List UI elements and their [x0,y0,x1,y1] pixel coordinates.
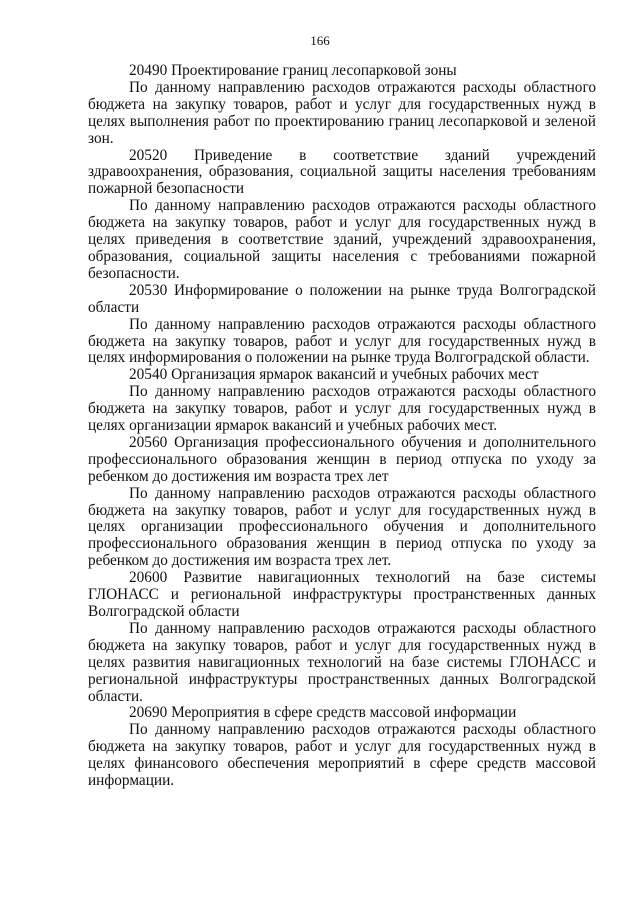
section-heading-20690: 20690 Мероприятия в сфере средств массовой информации [129,704,517,722]
section-heading-20530: 20530 Информирование о положении на рынке труда Волгоградской области [88,281,596,316]
section-heading-20560: 20560 Организация профессионального обучения и дополнительного профессионального образования женщин в период отпуска по уходу за ребенком до достижения им возраста трех лет [88,433,596,485]
section-text-20690: По данному направлению расходов отражаются расходы областного бюджета на закупку товаров, работ и услуг для государственных нужд в целях финансового обеспечения мероприятий в сфере средств массовой информации. [88,721,596,790]
section-heading-20490: 20490 Проектирование границ лесопарковой зоны [129,62,457,79]
section-text-20560: По данному направлению расходов отражаются расходы областного бюджета на закупку товаров, работ и услуг для государственных нужд в целях организации профессионального обучения и дополнительного профессионального образования женщин в период отпуска по уходу за ребенком до достижения им возраста трех лет. [88,484,596,570]
section-text-20600: По данному направлению расходов отражаются расходы областного бюджета на закупку товаров, работ и услуг для государственных нужд в целях развития навигационных технологий на базе системы ГЛОНАСС и региональной инфраструктуры пространственных данных Волгоградской области. [88,619,596,705]
section-text-20540: По данному направлению расходов отражаются расходы областного бюджета на закупку товаров, работ и услуг для государственных нужд в целях организации ярмарок вакансий и учебных рабочих мест. [88,383,596,435]
section-heading-20600: 20600 Развитие навигационных технологий на базе системы ГЛОНАСС и региональной инфраструктуры пространственных данных Волгоградской области [88,569,596,620]
section-text-20530: По данному направлению расходов отражаются расходы областного бюджета на закупку товаров, работ и услуг для государственных нужд в целях информирования о положении на рынке труда Волгоградской области. [88,315,596,367]
page-number: 166 [310,33,330,48]
section-text-20520: По данному направлению расходов отражаются расходы областного бюджета на закупку товаров, работ и услуг для государственных нужд в целях приведения в соответствие зданий, учреждений здравоохранения, образования, социальной защиты населения с требованиями пожарной безопасности. [88,197,596,282]
section-heading-20540: 20540 Организация ярмарок вакансий и учебных рабочих мест [129,366,539,384]
section-heading-20520: 20520 Приведение в соответствие зданий учреждений здравоохранения, образования, социальной защиты населения требованиям пожарной безопасности [88,146,596,198]
document-body [88,63,596,790]
section-text-20490: По данному направлению расходов отражаются расходы областного бюджета на закупку товаров, работ и услуг для государственных нужд в целях выполнения работ по проектированию границ лесопарковой и зеленой зон. [88,78,596,147]
